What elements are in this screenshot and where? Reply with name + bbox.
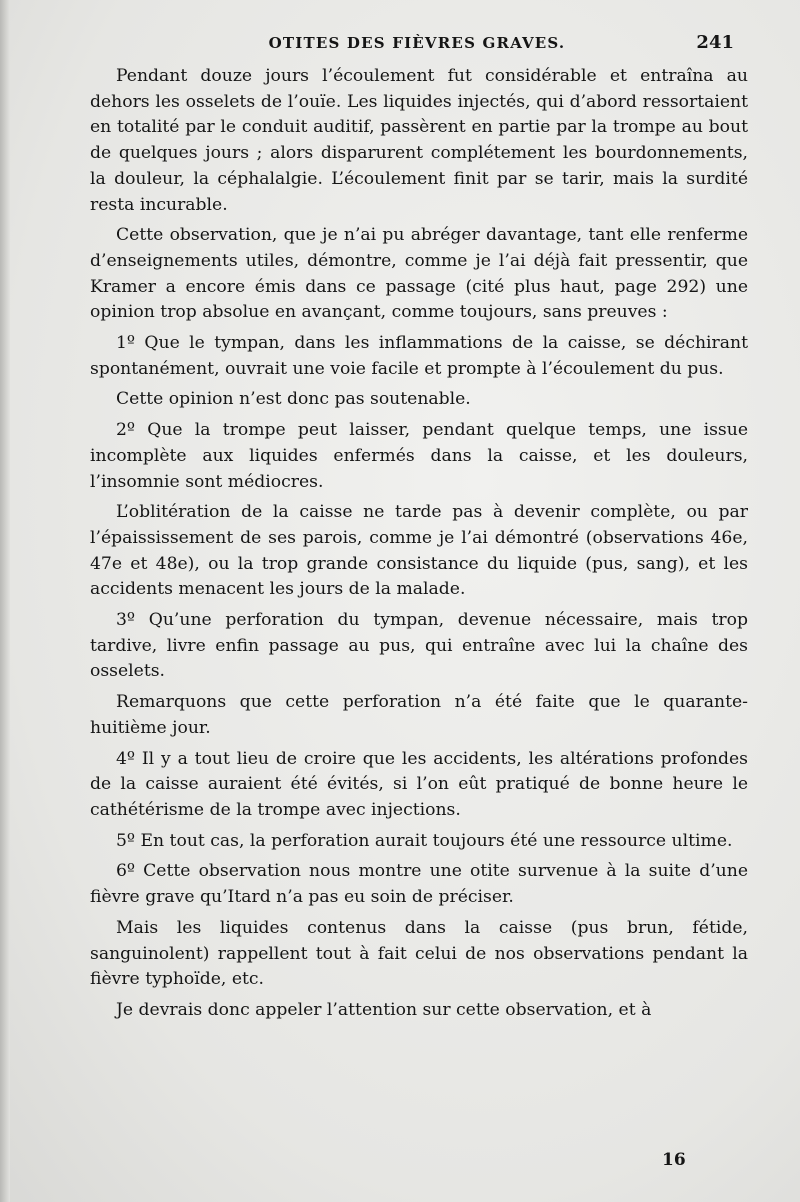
paragraph: 1º Que le tympan, dans les inflammations de la caisse, se déchirant spontanément, ouvrait une voie facile et prompte à l’écoulement du pus. (90, 333, 748, 379)
paragraph: Je devrais donc appeler l’attention sur cette observation, et à (116, 999, 652, 1020)
paragraph: Cette opinion n’est donc pas soutenable. (116, 389, 471, 410)
paragraph: Pendant douze jours l’écoulement fut considérable et entraîna au dehors les osselets de l’ouïe. Les liquides injectés, qui d’abord ressortaient en totalité par le conduit auditif, passèrent en partie par la trompe au bout de quelques jours ; alors disparurent complétement les bourdonnements, la douleur, la céphalalgie. L’écoulement finit par se tarir, mais la surdité resta incurable. (90, 66, 748, 215)
paragraph: Remarquons que cette perforation n’a été faite que le quarante-huitième jour. (90, 692, 748, 738)
paragraph: 2º Que la trompe peut laisser, pendant quelque temps, une issue incomplète aux liquides enfermés dans la caisse, et les douleurs, l’insomnie sont médiocres. (90, 420, 748, 492)
page-header (92, 30, 742, 60)
paragraph: 6º Cette observation nous montre une otite survenue à la suite d’une fièvre grave qu’Itard n’a pas eu soin de préciser. (90, 861, 748, 908)
paragraph: Cette observation, que je n’ai pu abréger davantage, tant elle renferme d’enseignements utiles, démontre, comme je l’ai déjà fait pressentir, que Kramer a encore émis dans ce passage (cité plus haut, page 292) une opinion trop absolue en avançant, comme toujours, sans preuves : (90, 225, 748, 323)
page-number: 241 (696, 32, 734, 53)
page-spine-shadow (0, 0, 10, 1202)
paragraph: 4º Il y a tout lieu de croire que les accidents, les altérations profondes de la caisse auraient été évités, si l’on eût pratiqué de bonne heure le cathétérisme de la trompe avec injections. (90, 748, 748, 820)
body-text (90, 64, 748, 1029)
paragraph: 5º En tout cas, la perforation aurait toujours été une ressource ultime. (116, 830, 733, 851)
paragraph: Mais les liquides contenus dans la caisse (pus brun, fétide, sanguinolent) rappellent tout à fait celui de nos observations pendant la fièvre typhoïde, etc. (90, 917, 748, 990)
paragraph: L’oblitération de la caisse ne tarde pas à devenir complète, ou par l’épaississement de ses parois, comme je l’ai démontré (observations 46e, 47e et 48e), ou la trop grande consistance du liquide (pus, sang), et les accidents menacent les jours de la malade. (90, 502, 748, 600)
running-head: OTITES DES FIÈVRES GRAVES. (268, 34, 566, 52)
paragraph: 3º Qu’une perforation du tympan, devenue nécessaire, mais trop tardive, livre enfin passage au pus, qui entraîne avec lui la chaîne des osselets. (90, 610, 748, 682)
signature-mark: 16 (662, 1150, 686, 1170)
